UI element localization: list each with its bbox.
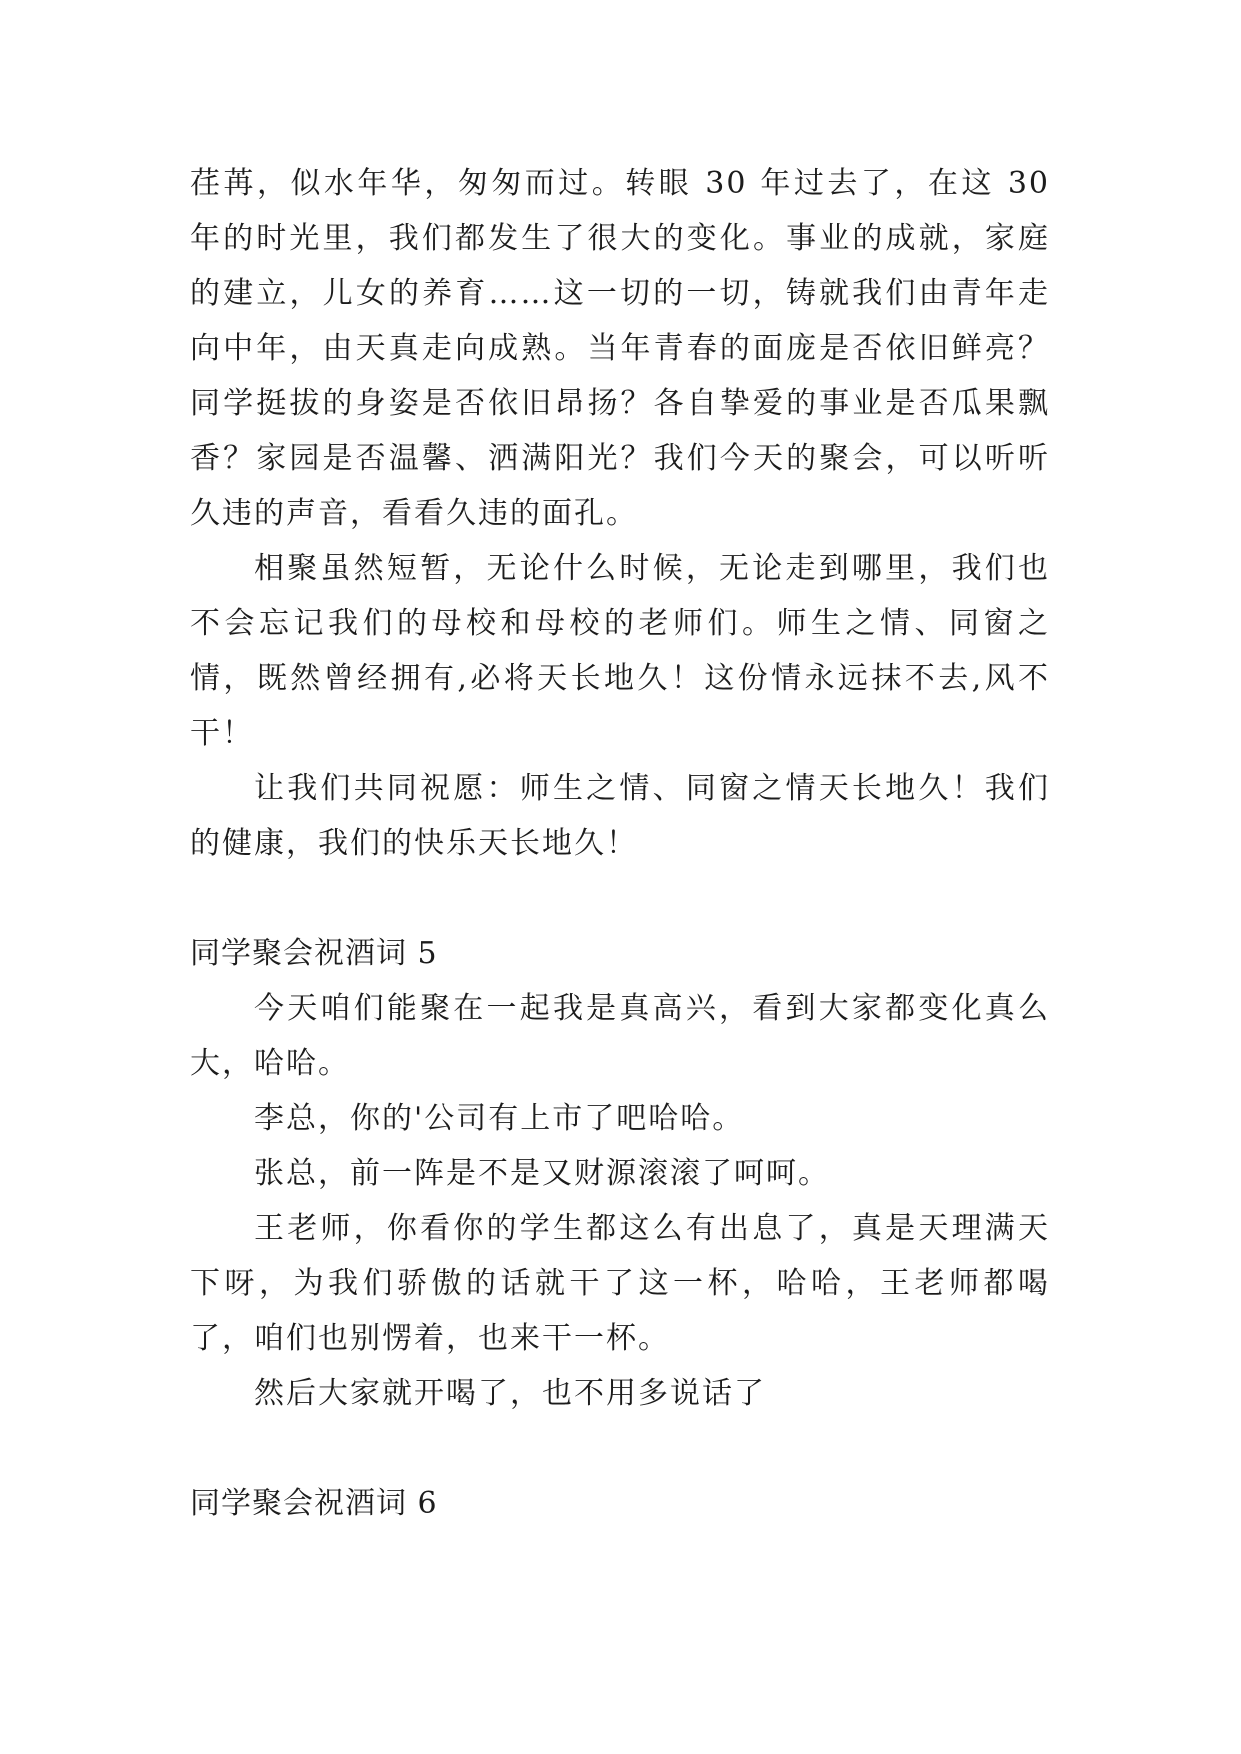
- paragraph-teacher-wang: 王老师，你看你的学生都这么有出息了，真是天理满天下呀，为我们骄傲的话就干了这一杯，哈哈，王老师都喝了，咱们也别愣着，也来干一杯。: [190, 1211, 1050, 1356]
- document-body: [190, 156, 1050, 1531]
- paragraph-li: 李总，你的'公司有上市了吧哈哈。: [254, 1101, 745, 1136]
- paragraph-gathering: 相聚虽然短暂，无论什么时候，无论走到哪里，我们也不会忘记我们的母校和母校的老师们。师生之情、同窗之情，既然曾经拥有,必将天长地久！这份情永远抹不去,风不干！: [190, 551, 1050, 751]
- section-heading-5: 同学聚会祝酒词 5: [190, 936, 438, 971]
- paragraph-closing: 然后大家就开喝了，也不用多说话了: [254, 1376, 766, 1411]
- paragraph-greeting: 今天咱们能聚在一起我是真高兴，看到大家都变化真么大，哈哈。: [190, 991, 1050, 1081]
- section-gap: [190, 1421, 1050, 1476]
- section-gap: [190, 871, 1050, 926]
- paragraph-intro: 荏苒，似水年华，匆匆而过。转眼 30 年过去了，在这 30 年的时光里，我们都发生了很大的变化。事业的成就，家庭的建立，儿女的养育……这一切的一切，铸就我们由青年走向中年，由天真走向成熟。当年青春的面庞是否依旧鲜亮？同学挺拔的身姿是否依旧昂扬？各自挚爱的事业是否瓜果飘香？家园是否温馨、洒满阳光？我们今天的聚会，可以听听久违的声音，看看久违的面孔。: [190, 166, 1050, 531]
- paragraph-zhang: 张总，前一阵是不是又财源滚滚了呵呵。: [254, 1156, 830, 1191]
- section-heading-6: 同学聚会祝酒词 6: [190, 1486, 438, 1521]
- paragraph-wishes: 让我们共同祝愿：师生之情、同窗之情天长地久！我们的健康，我们的快乐天长地久！: [190, 771, 1050, 861]
